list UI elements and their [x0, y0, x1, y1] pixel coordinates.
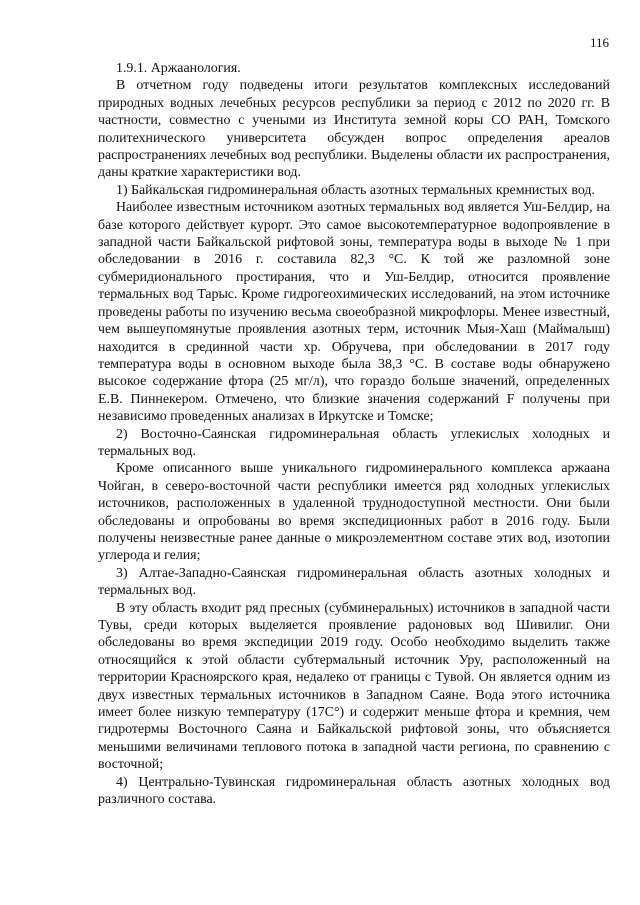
- list-item-region-1: 1) Байкальская гидроминеральная область азотных термальных кремнистых вод.: [116, 182, 595, 198]
- paragraph-region-2-description: Кроме описанного выше уникального гидроминерального комплекса аржаана Чойган, в северо-восточной части республики имеется ряд холодных углекислых источников, расположенных в удаленной труднодоступной местности. Они были обследованы и опробованы во время экспедиционных работ в 2016 году. Были получены неизвестные ранее данные о микроэлементном составе этих вод, изотопии углерода и гелия;: [98, 461, 610, 564]
- list-item-region-4: 4) Центрально-Тувинская гидроминеральная область азотных холодных вод различного состава.: [98, 774, 610, 808]
- document-body: [98, 60, 610, 808]
- list-item-region-2: 2) Восточно-Саянская гидроминеральная область углекислых холодных и термальных вод.: [98, 426, 610, 459]
- paragraph-intro: В отчетном году подведены итоги результатов комплексных исследований природных водных лечебных ресурсов республики за период с 2012 по 2020 гг. В частности, совместно с учеными из Института земной коры СО РАН, Томского политехнического университета обсужден вопрос определения ареалов распространениях лечебных вод республики. Выделены области их распространения, даны краткие характеристики вод.: [98, 78, 610, 181]
- paragraph-region-1-description: Наиболее известным источником азотных термальных вод является Уш-Белдир, на базе которого действует курорт. Это самое высокотемпературное водопроявление в западной части Байкальской рифтовой зоны, температура воды в выходе № 1 при обследовании в 2016 г. составила 82,3 °С. К той же разломной зоне субмеридионального простирания, что и Уш-Белдир, относится проявление термальных вод Тарыс. Кроме гидрогеохимических исследований, на этом источнике проведены работы по изучению весьма своеобразной микрофлоры. Менее известный, чем вышеупомянутые проявления азотных терм, источник Мыя-Хаш (Маймалыш) находится в срединной части хр. Обручева, при обследовании в 2017 году температура воды в основном выходе была 38,3 °С. В составе воды обнаружено высокое содержание фтора (25 мг/л), что гораздо больше значений, определенных Е.В. Пиннекером. Отмечено, что близкие значения содержаний F получены при независимо проведенных анализах в Иркутске и Томске;: [98, 200, 610, 425]
- section-heading: 1.9.1. Аржаанология.: [116, 61, 241, 76]
- page-number: 116: [590, 35, 610, 50]
- list-item-region-3: 3) Алтае-Западно-Саянская гидроминеральная область азотных холодных и термальных вод.: [98, 565, 610, 599]
- paragraph-region-3-description: В эту область входит ряд пресных (субминеральных) источников в западной части Тувы, среди которых выделяется проявление радоновых вод Шивилиг. Они обследованы во время экспедиции 2019 году. Особо необходимо выделить также относящийся к этой области субтермальный источник Уру, расположенный на территории Красноярского края, недалеко от границы с Тувой. Он является одним из двух известных термальных источников в Западном Саяне. Вода этого источника имеет более низкую температуру (17С°) и содержит меньше фтора и кремния, чем гидротермы Восточного Саяна и Байкальской рифтовой зоны, что объясняется меньшими величинами теплового потока в западной части региона, по сравнению с восточной;: [98, 600, 610, 773]
